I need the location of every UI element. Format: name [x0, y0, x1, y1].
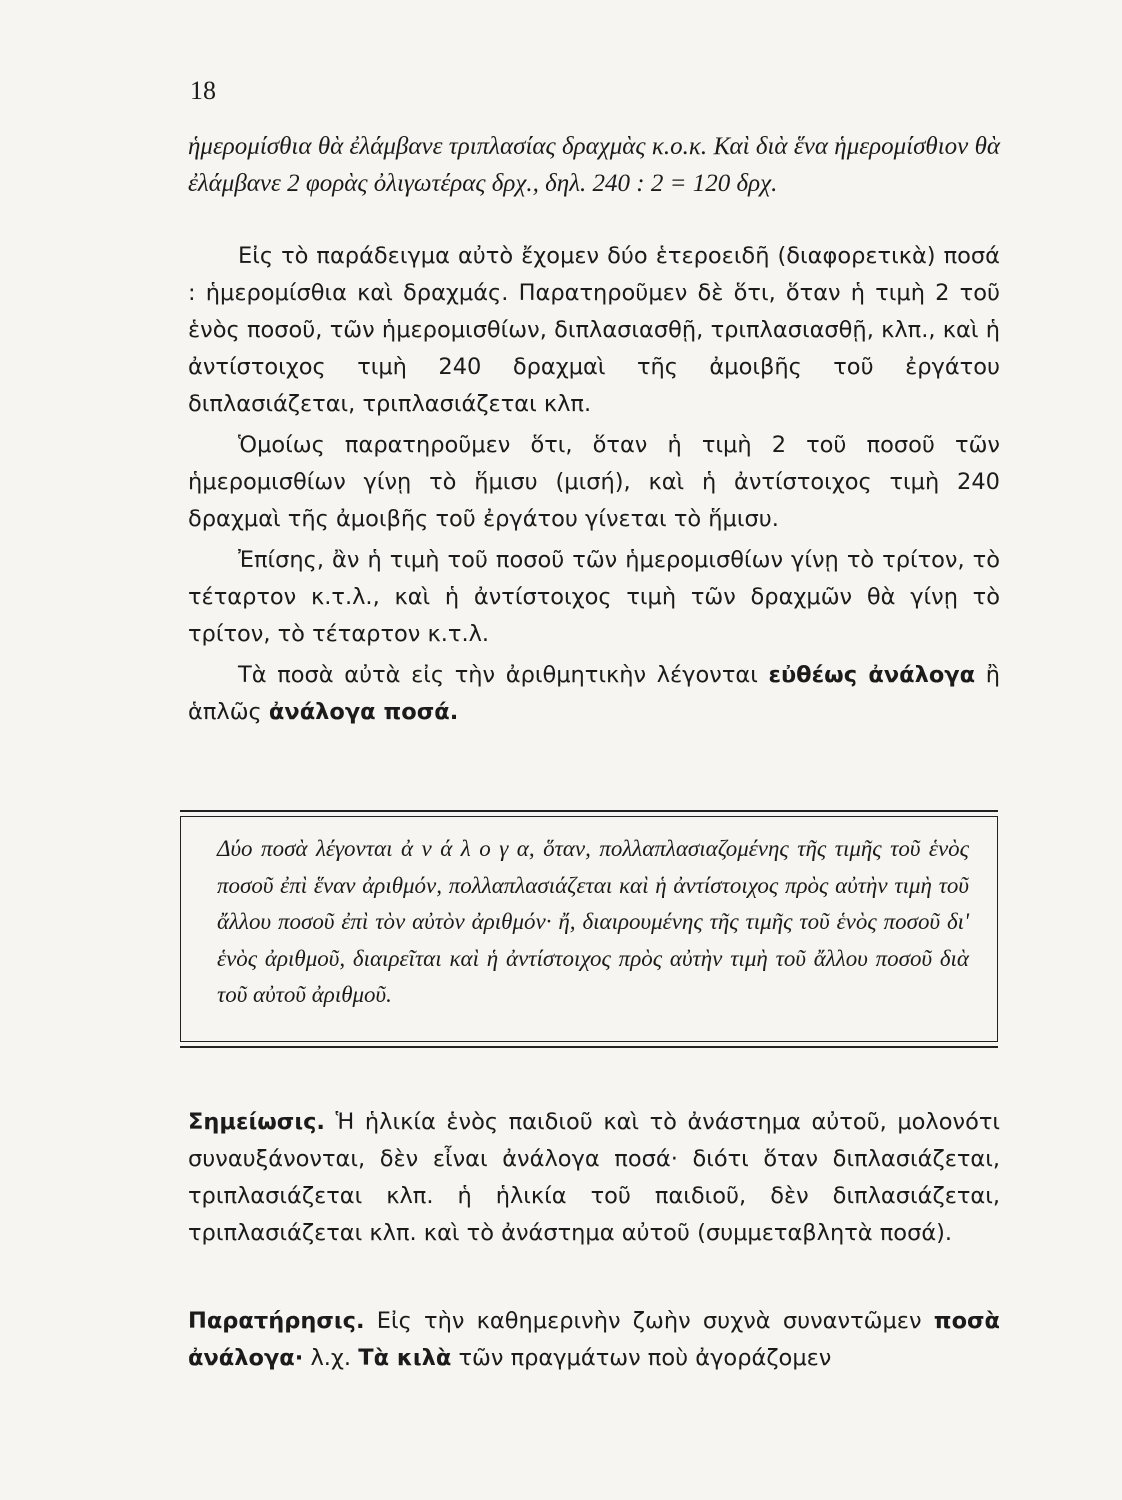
observation-text-3: τῶν πραγμάτων ποὺ ἀγοράζομεν	[458, 1345, 832, 1371]
note-label: Σημείωσις.	[188, 1109, 325, 1135]
definition-mid-text: ἢ ἁπλῶς	[188, 662, 1000, 725]
note-paragraph	[188, 1104, 1000, 1252]
paragraph-continuation: ἡμερομίσθια θὰ ἐλάμβανε τριπλασίας δραχμὰς κ.ο.κ. Καὶ διὰ ἕνα ἡμερομίσθιον θὰ ἐλάμβανε 2 φορὰς ὀλιγωτέρας δρχ., δηλ. 240 : 2 = 120 δρχ.	[188, 133, 1000, 197]
paragraph-half: Ὁμοίως παρατηροῦμεν ὅτι, ὅταν ἡ τιμὴ 2 τοῦ ποσοῦ τῶν ἡμερομισθίων γίνῃ τὸ ἥμισυ (μισή), καὶ ἡ ἀντίστοιχος τιμὴ 240 δραχμαὶ τῆς ἀμοιβῆς τοῦ ἐργάτου γίνεται τὸ ἥμισυ.	[188, 432, 1000, 532]
observation-section	[188, 1303, 1000, 1377]
paragraph-example: Εἰς τὸ παράδειγμα αὐτὸ ἔχομεν δύο ἑτεροειδῆ (διαφορετικὰ) ποσά : ἡμερομίσθια καὶ δραχμάς. Παρατηροῦμεν δὲ ὅτι, ὅταν ἡ τιμὴ 2 τοῦ ἑνὸς ποσοῦ, τῶν ἡμερομισθίων, διπλασιασθῇ, τριπλασιασθῇ, κλπ., καὶ ἡ ἀντίστοιχος τιμὴ 240 δραχμαὶ τῆς ἀμοιβῆς τοῦ ἐργάτου διπλασιάζεται, τριπλασιάζεται κλπ.	[188, 243, 1000, 417]
definition-box	[180, 810, 998, 1048]
observation-bold-1: ποσὰ ἀνάλογα·	[188, 1308, 1001, 1371]
observation-bold-2: Τὰ κιλὰ	[358, 1345, 452, 1371]
paragraph-definition-lead	[188, 657, 1000, 731]
definition-text: Δύο ποσὰ λέγονται ἀ ν ά λ ο γ α, ὅταν, πολλαπλασιαζομένης τῆς τιμῆς τοῦ ἑνὸς ποσοῦ ἐπὶ ἕναν ἀριθμόν, πολλαπλασιάζεται καὶ ἡ ἀντίστοιχος πρὸς αὐτὴν τιμὴ τοῦ ἄλλου ποσοῦ ἐπὶ τὸν αὐτὸν ἀριθμόν· ἤ, διαιρουμένης τῆς τιμῆς τοῦ ἑνὸς ποσοῦ δι' ἑνὸς ἀριθμοῦ, διαιρεῖται καὶ ἡ ἀντίστοιχος πρὸς αὐτὴν τιμὴ τοῦ ἄλλου ποσοῦ διὰ τοῦ αὐτοῦ ἀριθμοῦ.	[217, 836, 969, 1007]
page-number: 18	[190, 76, 216, 105]
term-directly-proportional: εὐθέως ἀνάλογα	[768, 662, 976, 688]
term-proportional-quantities: ἀνάλογα ποσά.	[268, 699, 459, 725]
observation-label: Παρατήρησις.	[188, 1308, 365, 1334]
observation-paragraph	[188, 1303, 1000, 1377]
note-section	[188, 1104, 1000, 1252]
main-content	[188, 128, 1000, 731]
note-text: Ἡ ἡλικία ἑνὸς παιδιοῦ καὶ τὸ ἀνάστημα αὐτοῦ, μολονότι συναυξάνονται, δὲν εἶναι ἀνάλογα ποσά· διότι ὅταν διπλασιάζεται, τριπλασιάζεται κλπ. ἡ ἡλικία τοῦ παιδιοῦ, δὲν διπλασιάζεται, τριπλασιάζεται κλπ. καὶ τὸ ἀνάστημα αὐτοῦ (συμμεταβλητὰ ποσά).	[188, 1109, 1000, 1246]
observation-text-2: λ.χ.	[310, 1345, 352, 1371]
paragraph-third: Ἐπίσης, ἂν ἡ τιμὴ τοῦ ποσοῦ τῶν ἡμερομισθίων γίνῃ τὸ τρίτον, τὸ τέταρτον κ.τ.λ., καὶ ἡ ἀντίστοιχος τιμὴ τῶν δραχμῶν θὰ γίνῃ τὸ τρίτον, τὸ τέταρτον κ.τ.λ.	[188, 547, 1000, 647]
definition-box-inner	[180, 816, 998, 1042]
observation-text-1: Εἰς τὴν καθημερινὴν ζωὴν συχνὰ συναντῶμεν	[376, 1308, 922, 1334]
definition-lead-text: Τὰ ποσὰ αὐτὰ εἰς τὴν ἀριθμητικὴν λέγονται	[238, 662, 758, 688]
